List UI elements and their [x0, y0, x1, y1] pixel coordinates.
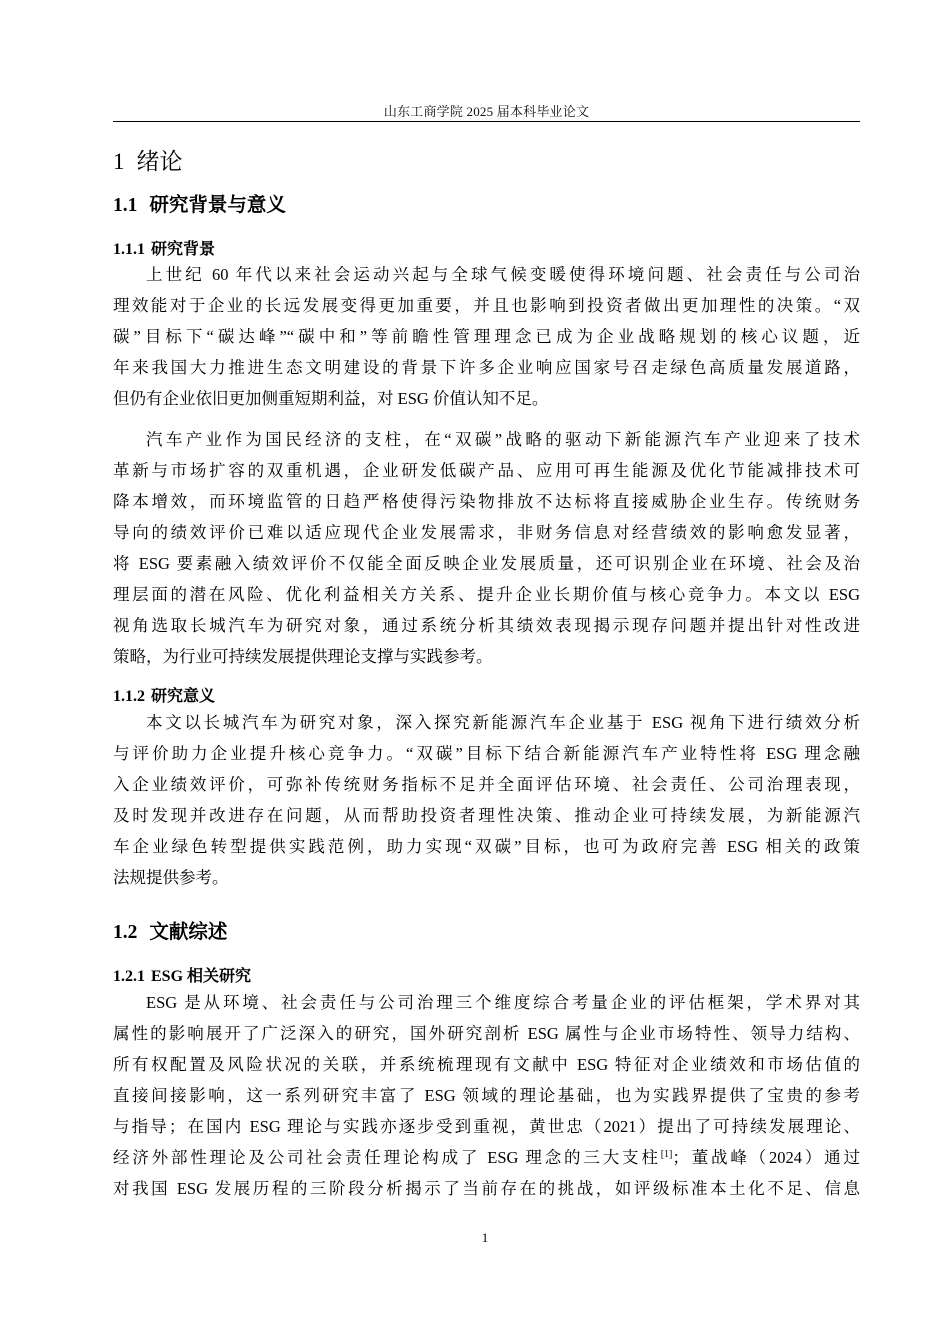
text-line: 上世纪 60 年代以来社会运动兴起与全球气候变暖使得环境问题、社会责任与公司治	[146, 265, 860, 284]
subsection-heading-1-2-1	[113, 963, 251, 986]
text-line: 对我国 ESG 发展历程的三阶段分析揭示了当前存在的挑战，如评级标准本土化不足、信息	[113, 1179, 860, 1198]
text-segment: ；董战峰（2024）通过	[672, 1148, 861, 1167]
subsection-heading-1-1-1	[113, 236, 215, 259]
text-line: 及时发现并改进存在问题，从而帮助投资者理性决策、推动企业可持续发展，为新能源汽	[113, 806, 860, 825]
text-line: 视角选取长城汽车为研究对象，通过系统分析其绩效表现揭示现存问题并提出针对性改进	[113, 616, 860, 635]
running-header: 山东工商学院 2025 届本科毕业论文	[383, 104, 590, 119]
text-line: 理效能对于企业的长远发展变得更加重要，并且也影响到投资者做出更加理性的决策。“双	[113, 296, 860, 315]
text-line: 理层面的潜在风险、优化利益相关方关系、提升企业长期价值与核心竞争力。本文以 ESG	[113, 585, 860, 604]
text-line: 法规提供参考。	[113, 868, 229, 887]
text-line: 车企业绿色转型提供实践范例，助力实现“双碳”目标，也可为政府完善 ESG 相关的政策	[113, 837, 860, 856]
subsection-title: 研究背景	[151, 241, 216, 258]
chapter-number: 1	[113, 149, 125, 174]
subsection-title: 研究意义	[151, 688, 216, 705]
section-title: 研究背景与意义	[149, 195, 286, 216]
text-line: 本文以长城汽车为研究对象，深入探究新能源汽车企业基于 ESG 视角下进行绩效分析	[146, 713, 860, 732]
text-segment: 经济外部性理论及公司社会责任理论构成了 ESG 理念的三大支柱	[113, 1148, 661, 1167]
text-line: 导向的绩效评价已难以适应现代企业发展需求，非财务信息对经营绩效的影响愈发显著，	[113, 523, 860, 542]
subsection-title: ESG 相关研究	[151, 968, 252, 985]
text-line: 汽车产业作为国民经济的支柱，在“双碳”战略的驱动下新能源汽车产业迎来了技术	[146, 430, 860, 449]
text-line: 属性的影响展开了广泛深入的研究，国外研究剖析 ESG 属性与企业市场特性、领导力结构、	[113, 1024, 860, 1043]
subsection-number: 1.1.2	[113, 688, 145, 705]
subsection-number: 1.1.1	[113, 241, 145, 258]
citation-reference[interactable]: [1]	[660, 1149, 673, 1160]
text-line: ESG 是从环境、社会责任与公司治理三个维度综合考量企业的评估框架，学术界对其	[146, 993, 860, 1012]
text-line: 将 ESG 要素融入绩效评价不仅能全面反映企业发展质量，还可识别企业在环境、社会及治	[113, 554, 860, 573]
text-line: 年来我国大力推进生态文明建设的背景下许多企业响应国家号召走绿色高质量发展道路，	[113, 358, 860, 377]
text-line: 与指导；在国内 ESG 理论与实践亦逐步受到重视，黄世忠（2021）提出了可持续发展理论、	[113, 1117, 860, 1136]
header-divider	[113, 121, 860, 122]
text-line: 降本增效，而环境监管的日趋严格使得污染物排放不达标将直接威胁企业生存。传统财务	[113, 492, 860, 511]
section-heading-1-1	[113, 189, 286, 217]
section-number: 1.2	[113, 922, 138, 943]
text-line: 与评价助力企业提升核心竞争力。“双碳”目标下结合新能源汽车产业特性将 ESG 理念融	[113, 744, 860, 763]
subsection-heading-1-1-2	[113, 683, 215, 706]
section-number: 1.1	[113, 195, 138, 216]
text-line: 革新与市场扩容的双重机遇，企业研发低碳产品、应用可再生能源及优化节能减排技术可	[113, 461, 860, 480]
text-line: 但仍有企业依旧更加侧重短期利益，对 ESG 价值认知不足。	[113, 389, 549, 408]
chapter-title: 绪论	[136, 149, 183, 174]
text-line: 直接间接影响，这一系列研究丰富了 ESG 领域的理论基础，也为实践界提供了宝贵的参考	[113, 1086, 860, 1105]
text-line: 入企业绩效评价，可弥补传统财务指标不足并全面评估环境、社会责任、公司治理表现，	[113, 775, 860, 794]
text-line: 所有权配置及风险状况的关联，并系统梳理现有文献中 ESG 特征对企业绩效和市场估值的	[113, 1055, 860, 1074]
chapter-heading	[113, 143, 183, 176]
section-heading-1-2	[113, 916, 227, 944]
text-line: 策略，为行业可持续发展提供理论支撑与实践参考。	[113, 647, 493, 666]
text-line-with-citation	[113, 1146, 860, 1170]
section-title: 文献综述	[149, 922, 228, 943]
subsection-number: 1.2.1	[113, 968, 145, 985]
page-number: 1	[481, 1230, 489, 1245]
text-line: 碳”目标下“碳达峰”“碳中和”等前瞻性管理理念已成为企业战略规划的核心议题，近	[113, 327, 860, 346]
